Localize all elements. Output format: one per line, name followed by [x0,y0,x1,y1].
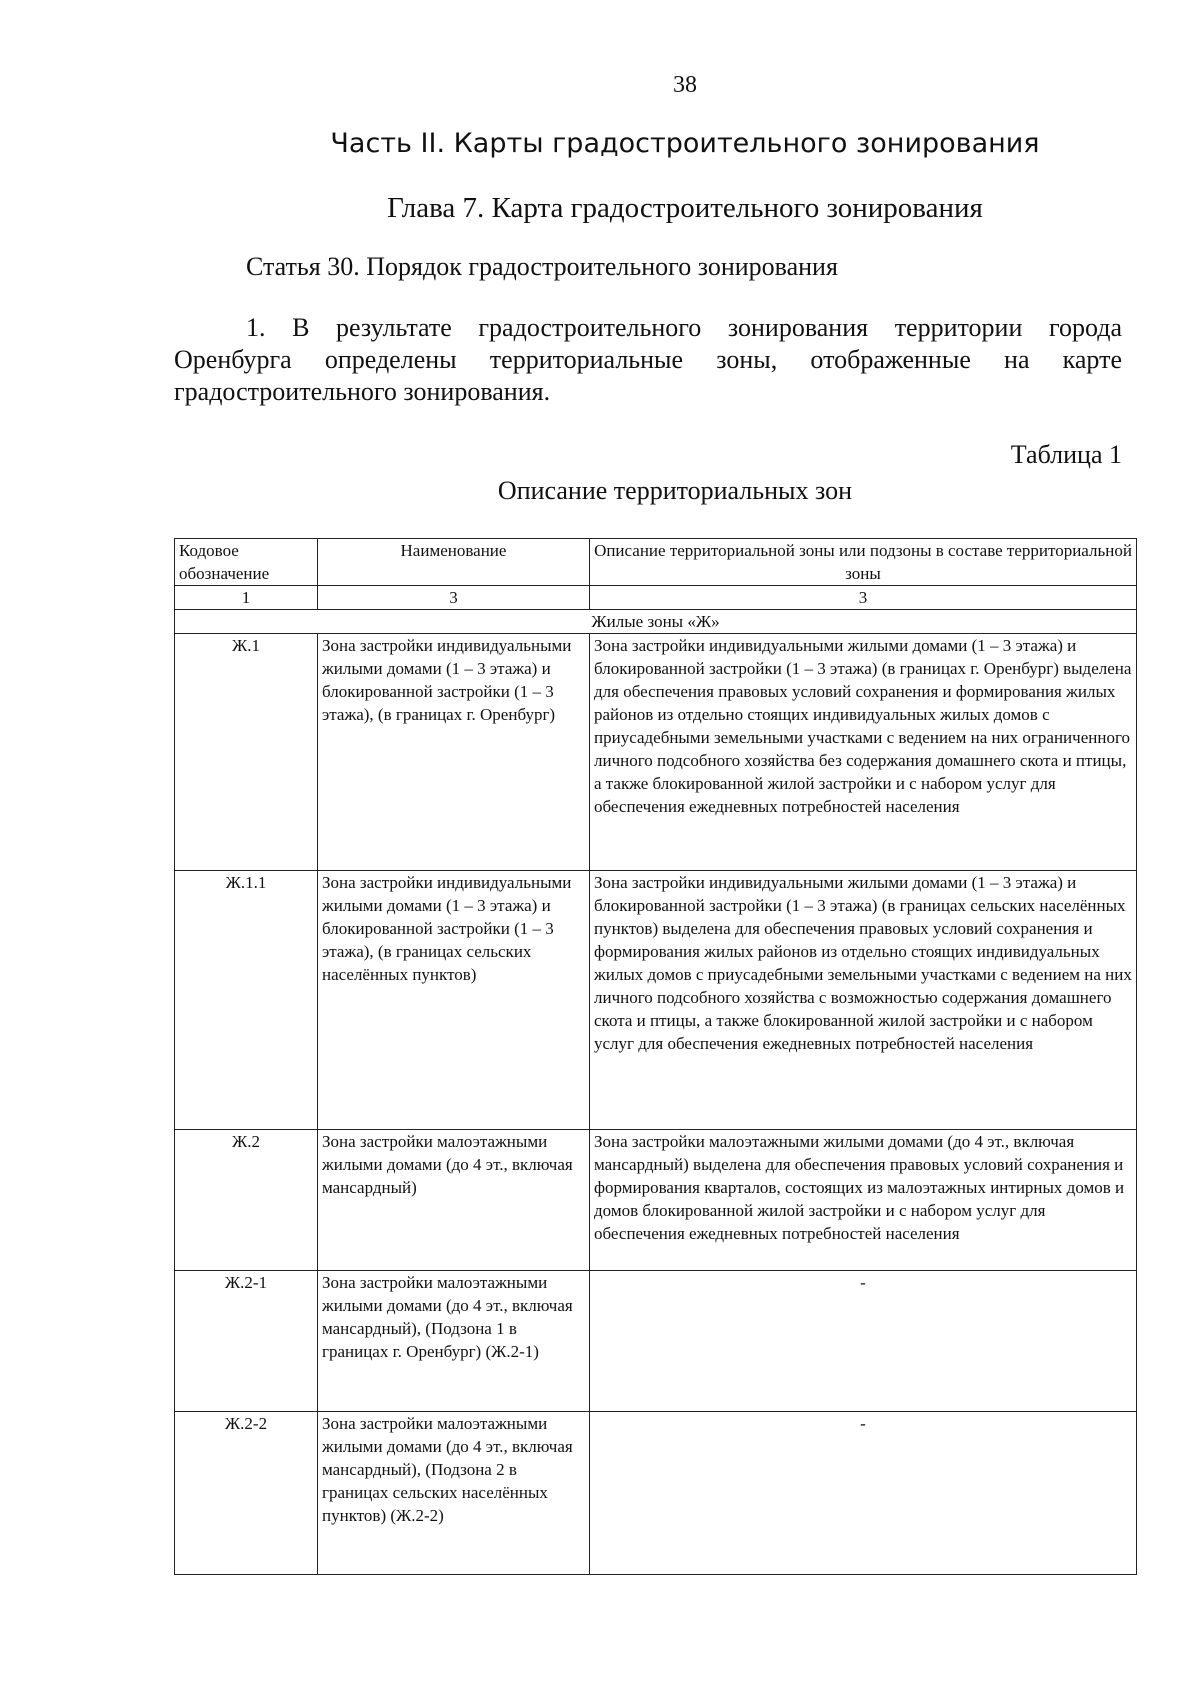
table-header-row [175,539,1137,586]
header-name: Наименование [318,539,590,586]
zone-code: Ж.1 [175,634,318,871]
table-row [175,871,1137,1130]
zone-description: Зона застройки малоэтажными жилыми домами (до 4 эт., включая мансардный) выделена для обеспечения правовых условий сохранения и формирования кварталов, состоящих из малоэтажных интирных домов и домов блокированной жилой застройки и с набором услуг для обеспечения ежедневных потребностей населения [590,1130,1137,1271]
zone-description: - [590,1271,1137,1412]
header-code: Кодовое обозначение [175,539,318,586]
table-label: Таблица 1 [1010,440,1122,469]
part-title: Часть II. Карты градостроительного зонирования [330,128,1040,159]
zone-name: Зона застройки индивидуальными жилыми домами (1 – 3 этажа) и блокированной застройки (1 – 3 этажа), (в границах сельских населённых пунктов) [318,871,590,1130]
table-row [175,1271,1137,1412]
page-number: 38 [673,72,697,98]
table-row [175,1130,1137,1271]
zone-code: Ж.2-1 [175,1271,318,1412]
body-paragraph: 1. В результате градостроительного зонирования территории города Оренбурга определены территориальные зоны, отображенные на карте градостроительного зонирования. [174,313,1122,406]
article-title: Статья 30. Порядок градостроительного зонирования [246,252,838,281]
chapter-title: Глава 7. Карта градостроительного зонирования [387,192,983,224]
zone-name: Зона застройки малоэтажными жилыми домами (до 4 эт., включая мансардный), (Подзона 2 в границах сельских населённых пунктов) (Ж.2-2) [318,1412,590,1575]
table-row [175,1412,1137,1575]
table-caption: Описание территориальных зон [497,476,853,505]
zone-code: Ж.2 [175,1130,318,1271]
zone-code: Ж.1.1 [175,871,318,1130]
column-number: 1 [175,586,318,610]
zones-table [174,538,1137,1575]
table-group-row [175,610,1137,634]
group-title: Жилые зоны «Ж» [175,610,1137,634]
zone-name: Зона застройки малоэтажными жилыми домами (до 4 эт., включая мансардный), (Подзона 1 в границах г. Оренбург) (Ж.2-1) [318,1271,590,1412]
table-row [175,634,1137,871]
zone-description: Зона застройки индивидуальными жилыми домами (1 – 3 этажа) и блокированной застройки (1 – 3 этажа) (в границах г. Оренбург) выделена для обеспечения правовых условий сохранения и формирования жилых районов из отдельно стоящих индивидуальных жилых домов с приусадебными земельными участками с ведением на них ограниченного личного подсобного хозяйства без содержания домашнего скота и птицы, а также блокированной жилой застройки и с набором услуг для обеспечения ежедневных потребностей населения [590,634,1137,871]
column-number: 3 [590,586,1137,610]
zone-description: Зона застройки индивидуальными жилыми домами (1 – 3 этажа) и блокированной застройки (1 – 3 этажа) (в границах сельских населённых пунктов) выделена для обеспечения правовых условий сохранения и формирования жилых районов из отдельно стоящих индивидуальных жилых домов с приусадебными земельными участками с ведением на них личного подсобного хозяйства с возможностью содержания домашнего скота и птицы, а также блокированной жилой застройки и с набором услуг для обеспечения ежедневных потребностей населения [590,871,1137,1130]
zone-name: Зона застройки малоэтажными жилыми домами (до 4 эт., включая мансардный) [318,1130,590,1271]
zone-name: Зона застройки индивидуальными жилыми домами (1 – 3 этажа) и блокированной застройки (1 – 3 этажа), (в границах г. Оренбург) [318,634,590,871]
header-description: Описание территориальной зоны или подзоны в составе территориальной зоны [590,539,1137,586]
column-number: 3 [318,586,590,610]
zone-description: - [590,1412,1137,1575]
zone-code: Ж.2-2 [175,1412,318,1575]
table-number-row [175,586,1137,610]
